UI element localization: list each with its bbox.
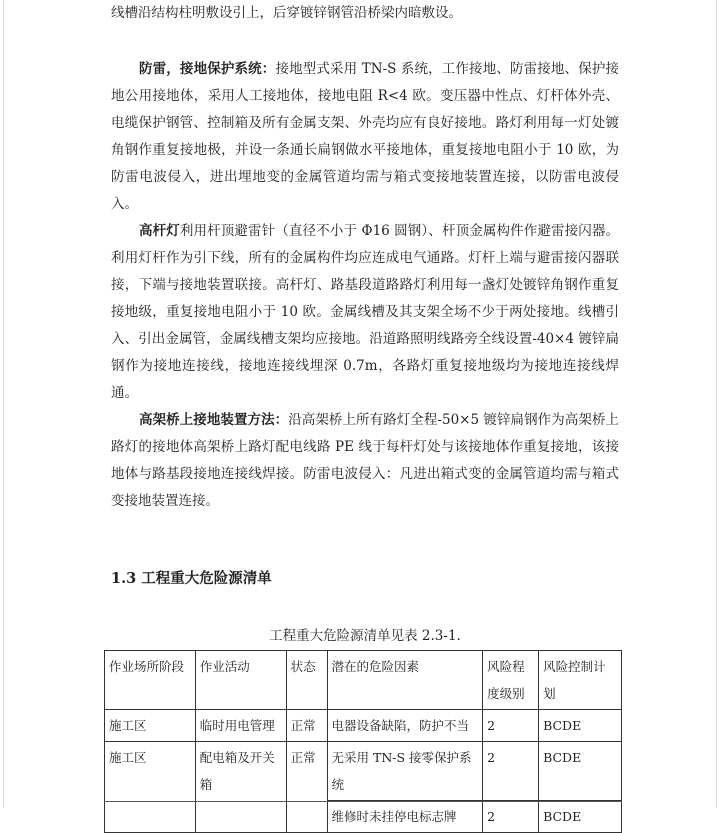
table-row	[105, 710, 622, 742]
table-cell: 施工区	[105, 710, 196, 742]
page-bottom-rule	[104, 801, 622, 802]
paragraph-lightning-protection	[111, 56, 619, 218]
table-cell: BCDE	[539, 801, 622, 833]
table-cell: 配电箱及开关箱	[195, 742, 286, 833]
paragraph-body: 利用杆顶避雷针（直径不小于 Φ16 圆钢）、杆顶金属构件作避雷接闪器。利用灯杆作为引下线，所有的金属构件均应连成电气通路。灯杆上端与避雷接闪器联接，下端与接地装置联接。高杆灯、路基段道路路灯利用每一盏灯处镀锌角钢作重复接地级，重复接地电阻小于 10 欧。金属线槽及其支架全场不少于两处接地。线槽引入、引出金属管，金属线槽支架均应接地。沿道路照明线路旁全线设置-40×4 镀锌扁钢作为接地连接线，接地连接线埋深 0.7m，各路灯重复接地级均为接地连接线焊通。	[111, 223, 619, 401]
table-cell: BCDE	[539, 742, 622, 801]
paragraph-high-mast	[111, 218, 619, 407]
table-header-cell: 状态	[286, 651, 327, 710]
page-edge-left	[3, 0, 4, 808]
table-cell: 无采用 TN-S 接零保护系统	[327, 742, 483, 801]
table-header-cell: 作业场所阶段	[105, 651, 196, 710]
table-header-cell: 风险控制计划	[539, 651, 622, 710]
hazard-table	[104, 650, 622, 833]
table-cell: 2	[483, 742, 539, 801]
top-line: 线槽沿结构柱明敷设引上，后穿镀锌钢管沿桥梁内暗敷设。	[111, 5, 462, 21]
table-caption: 工程重大危险源清单见表 2.3-1.	[269, 628, 461, 644]
table-header-row	[105, 651, 622, 710]
table-cell: 2	[483, 801, 539, 833]
page-edge-right	[716, 0, 717, 808]
table-cell: 正常	[286, 710, 327, 742]
table-header-cell: 风险程度级别	[483, 651, 539, 710]
table-header-cell: 作业活动	[195, 651, 286, 710]
table-cell: 施工区	[105, 742, 196, 833]
table-cell: 正常	[286, 742, 327, 833]
table-cell: BCDE	[539, 710, 622, 742]
table-cell: 维修时未挂停电标志牌	[327, 801, 483, 833]
spacer	[111, 27, 619, 56]
table-cell: 电器设备缺陷，防护不当	[327, 710, 483, 742]
table-cell: 临时用电管理	[195, 710, 286, 742]
section-heading: 1.3 工程重大危险源清单	[111, 570, 272, 587]
paragraph-body: 沿高架桥上所有路灯全程-50×5 镀锌扁钢作为高架桥上路灯的接地体高架桥上路灯配电线路 PE 线于每杆灯处与该接地体作重复接地，该接地体与路基段接地连接线焊接。防雷电波侵入：凡进出箱式变的金属管道均需与箱式变接地装置连接。	[111, 412, 620, 509]
paragraph-lead: 高架桥上接地装置方法：	[139, 412, 289, 428]
table-row	[105, 742, 622, 801]
table-cell: 2	[483, 710, 539, 742]
document-body	[111, 0, 619, 515]
paragraph-body: 接地型式采用 TN-S 系统，工作接地、防雷接地、保护接地公用接地体，采用人工接地体，接地电阻 R<4 欧。变压器中性点、灯杆体外壳、电缆保护钢管、控制箱及所有金属支架、外壳均应有良好接地。路灯利用每一灯处镀角钢作重复接地极，并设一条通长扁钢做水平接地体，重复接地电阻小于 10 欧，为防雷电波侵入，进出埋地变的金属管道均需与箱式变接地装置连接，以防雷电波侵入。	[111, 61, 619, 212]
paragraph-lead: 高杆灯	[139, 223, 180, 239]
table-header-cell: 潜在的危险因素	[327, 651, 483, 710]
paragraph-lead: 防雷，接地保护系统：	[139, 61, 276, 77]
paragraph-viaduct-grounding	[111, 407, 619, 515]
